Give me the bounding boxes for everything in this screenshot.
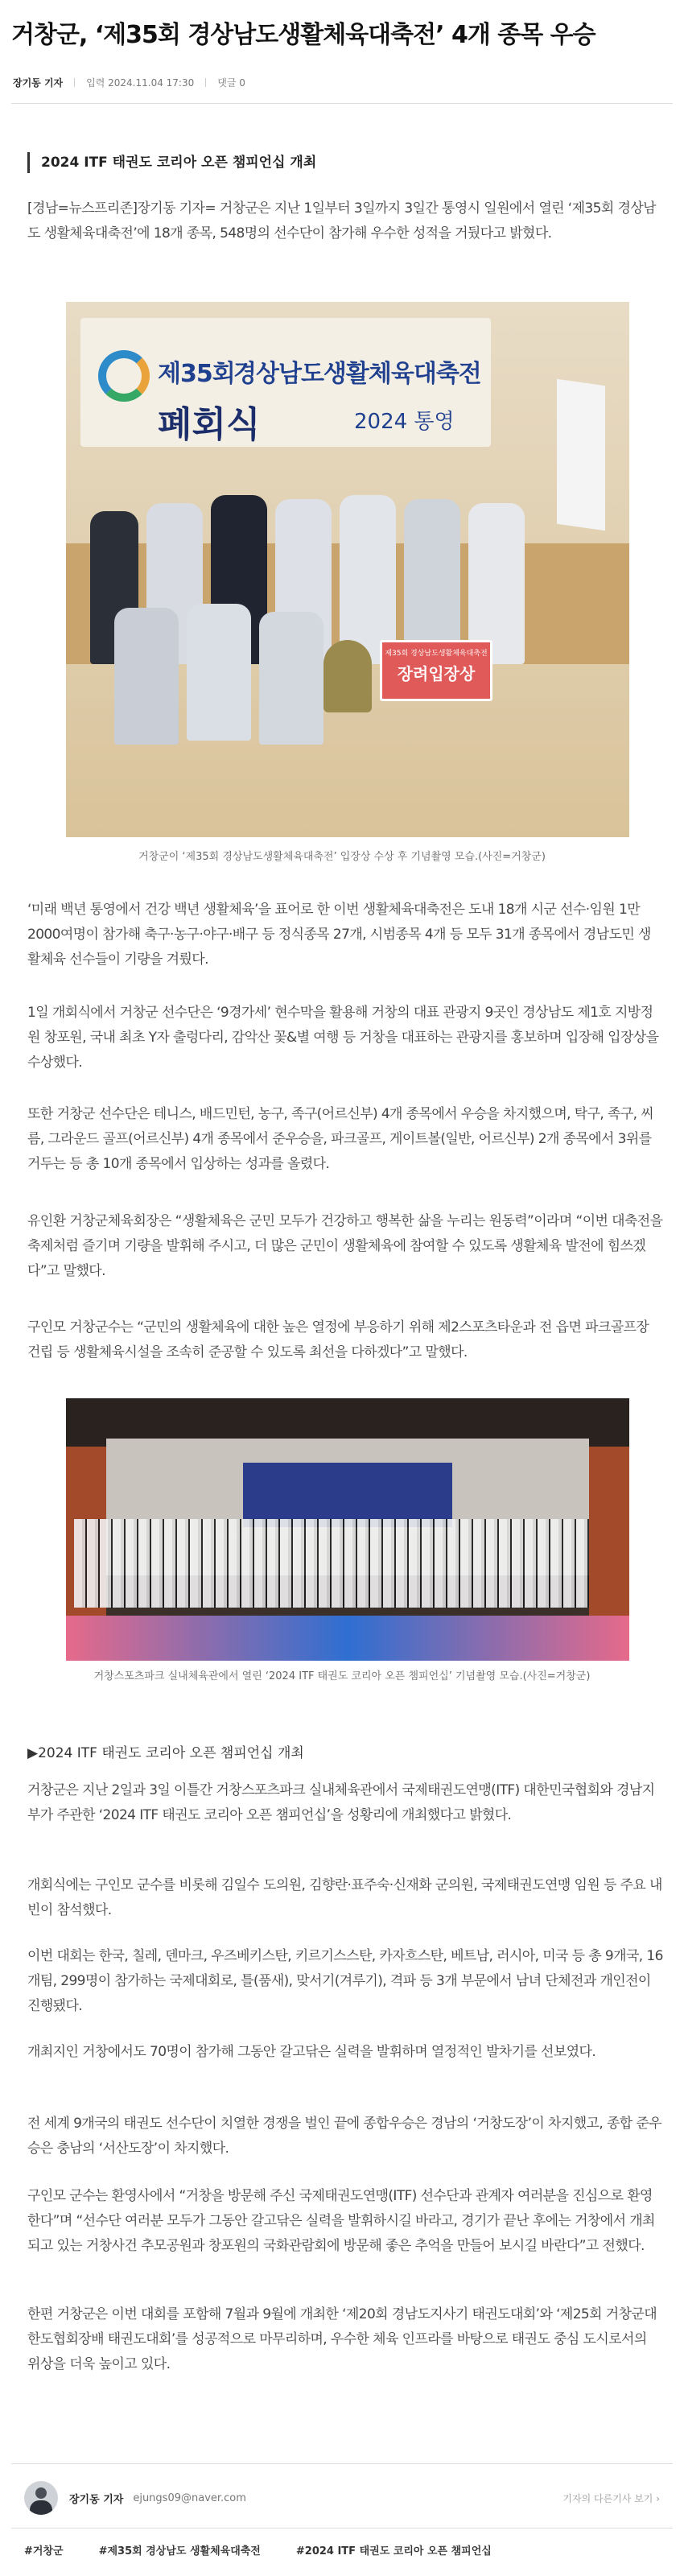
paragraph: 구인모 군수는 환영사에서 “거창을 방문해 주신 국제태권도연맹(ITF) 선수단과 관계자 여러분을 진심으로 환영한다”며 “선수단 여러분 모두가 그동안 갈고닦은 실력을 발휘하시길 바라고, 경기가 끝난 후에는 거창에서 개최되고 있는 거창사건 추모공원과 창포원의 국화관람회에 방문해 좋은 추억을 만들어 보시길 바란다”고 전했다. [27,2188,655,2254]
competition-mat [66,1616,629,1661]
author-box-name[interactable]: 장기동 기자 [69,2493,124,2506]
avatar-body [30,2500,52,2515]
paragraph: [경남=뉴스프리존]장기동 기자= 거창군은 지난 1일부터 3일까지 3일간 통영시 일원에서 열린 ‘제35회 경상남도 생활체육대축전’에 18개 종목, 548명의 선수단이 참가해 우수한 성적을 거뒀다고 밝혔다. [27,200,656,242]
stage-banner [243,1463,452,1527]
event-logo-icon [98,350,150,402]
meta-divider [205,78,206,87]
photo-taekwondo-championship [66,1398,629,1661]
person [340,495,396,664]
avatar [24,2481,58,2515]
author-email[interactable]: ejungs09@naver.com [133,2491,246,2504]
article-title: 거창군, ‘제35회 경상남도생활체육대축전’ 4개 종목 우승 [11,21,595,49]
tag-link[interactable]: #2024 ITF 태권도 코리아 오픈 챔피언십 [295,2545,492,2557]
plaque-header: 제35회 경상남도생활체육대축전 [385,650,488,658]
article-meta [13,76,245,89]
flag [557,379,605,530]
paragraph: 1일 개회식에서 거창군 선수단은 ‘9경가세’ 현수막을 활용해 거창의 대표 관광지 9곳인 경상남도 제1호 지방정원 창포원, 국내 최초 Y자 출렁다리, 감악산 꽃&별 여행 등 거창을 대표하는 관광지를 홍보하며 입장해 입장상을 수상했다. [27,1005,659,1071]
tags-divider [11,2528,673,2529]
award-plaque [380,640,492,701]
paragraph: 또한 거창군 선수단은 테니스, 배드민턴, 농구, 족구(어르신부) 4개 종목에서 우승을 차지했으며, 탁구, 족구, 씨름, 그라운드 골프(어르신부) 4개 종목에서 준우승을, 파크골프, 게이트볼(일반, 어르신부) 2개 종목에서 3위를 거두는 등 총 10개 종목에서 입상하는 성과를 올렸다. [27,1106,654,1172]
paragraph: 구인모 거창군수는 “군민의 생활체육에 대한 높은 열정에 부응하기 위해 제2스포츠타운과 전 읍면 파크골프장 건립 등 생활체육시설을 조속히 준공할 수 있도록 최선을 다하겠다”고 말했다. [27,1319,649,1360]
trophy-icon [323,640,372,712]
paragraph: 유인환 거창군체육회장은 “생활체육은 군민 모두가 건강하고 행복한 삶을 누리는 원동력”이라며 “이번 대축전을 축제처럼 즐기며 기량을 발휘해 주시고, 더 많은 군민이 생활체육에 참여할 수 있도록 생활체육 발전에 힘쓰겠다”고 말했다. [27,1213,663,1279]
section-heading: ▶2024 ITF 태권도 코리아 오픈 챔피언십 개최 [27,1745,304,1761]
banner-title: 경상남도생활체육대축전 [233,360,481,388]
tag-link[interactable]: #제35회 경상남도 생활체육대축전 [98,2545,261,2557]
published-date: 입력 2024.11.04 17:30 [86,77,195,89]
banner-year: 2024 통영 [354,410,455,434]
person [187,604,251,741]
paragraph: 이번 대회는 한국, 칠레, 덴마크, 우즈베키스탄, 키르기스스탄, 카자흐스탄, 베트남, 러시아, 미국 등 총 9개국, 16개팀, 299명이 참가하는 국제대회로, 틀(품새), 맞서기(겨루기), 격파 등 3개 부문에서 남녀 단체전과 개인전이 진행됐다. [27,1948,663,2014]
participants-group [74,1519,589,1608]
wall-panel [589,1447,629,1616]
paragraph: ‘미래 백년 통영에서 건강 백년 생활체육’을 표어로 한 이번 생활체육대축전은 도내 18개 시군 선수·임원 1만2000여명이 참가해 축구·농구·야구·배구 등 정식종목 27개, 시범종목 4개 등 모두 31개 종목에서 경남도민 생활체육 선수들이 기량을 겨뤘다. [27,902,651,968]
header-divider [11,103,673,104]
paragraph: 거창군은 지난 2일과 3일 이틀간 거창스포츠파크 실내체육관에서 국제태권도연맹(ITF) 대한민국협회와 경남지부가 주관한 ‘2024 ITF 태권도 코리아 오픈 챔피언십’을 성황리에 개최했다고 밝혔다. [27,1782,655,1823]
paragraph: 개최지인 거창에서도 70명이 참가해 그동안 갈고닦은 실력을 발휘하며 열정적인 발차기를 선보였다. [27,2044,596,2060]
event-banner [80,318,491,447]
author-divider [11,2463,673,2464]
photo-opening-ceremony [66,302,629,837]
author-box [24,2475,660,2520]
paragraph: 전 세계 9개국의 태권도 선수단이 치열한 경쟁을 벌인 끝에 종합우승은 경남의 ‘거창도장’이 차지했고, 종합 준우승은 충남의 ‘서산도장’이 차지했다. [27,2116,662,2157]
paragraph: 한편 거창군은 이번 대회를 포함해 7월과 9월에 개최한 ‘제20회 경남도지사기 태권도대회’와 ‘제25회 거창군대한도협회장배 태권도대회’를 성공적으로 마무리하며, 우수한 체육 인프라를 바탕으로 태권도 중심 도시로서의 위상을 더욱 높이고 있다. [27,2306,657,2372]
article-subheading: 2024 ITF 태권도 코리아 오픈 챔피언십 개최 [27,152,316,173]
photo-caption: 거창군이 ‘제35회 경상남도생활체육대축전’ 입장상 수상 후 기념촬영 모습.(사진=거창군) [138,851,546,863]
tag-link[interactable]: #거창군 [24,2545,64,2557]
plaque-title: 장려입장상 [397,664,476,683]
author-name[interactable]: 장기동 기자 [13,77,64,89]
tag-list [24,2542,527,2557]
banner-event: 폐회식 [158,404,261,445]
person [259,612,323,745]
meta-divider [74,78,75,87]
paragraph: 개회식에는 구인모 군수를 비롯해 김일수 도의원, 김향란·표주숙·신재화 군의원, 국제태권도연맹 임원 등 주요 내빈이 참석했다. [27,1877,662,1918]
avatar-head [35,2487,47,2499]
banner-edition: 제35회 [158,360,235,388]
comment-count[interactable]: 댓글 0 [217,77,245,89]
person [114,608,179,745]
photo-caption: 거창스포츠파크 실내체육관에서 열린 ‘2024 ITF 태권도 코리아 오픈 챔피언십’ 기념촬영 모습.(사진=거창군) [93,1670,591,1682]
more-articles-link[interactable]: 기자의 다른기사 보기 › [562,2492,660,2504]
